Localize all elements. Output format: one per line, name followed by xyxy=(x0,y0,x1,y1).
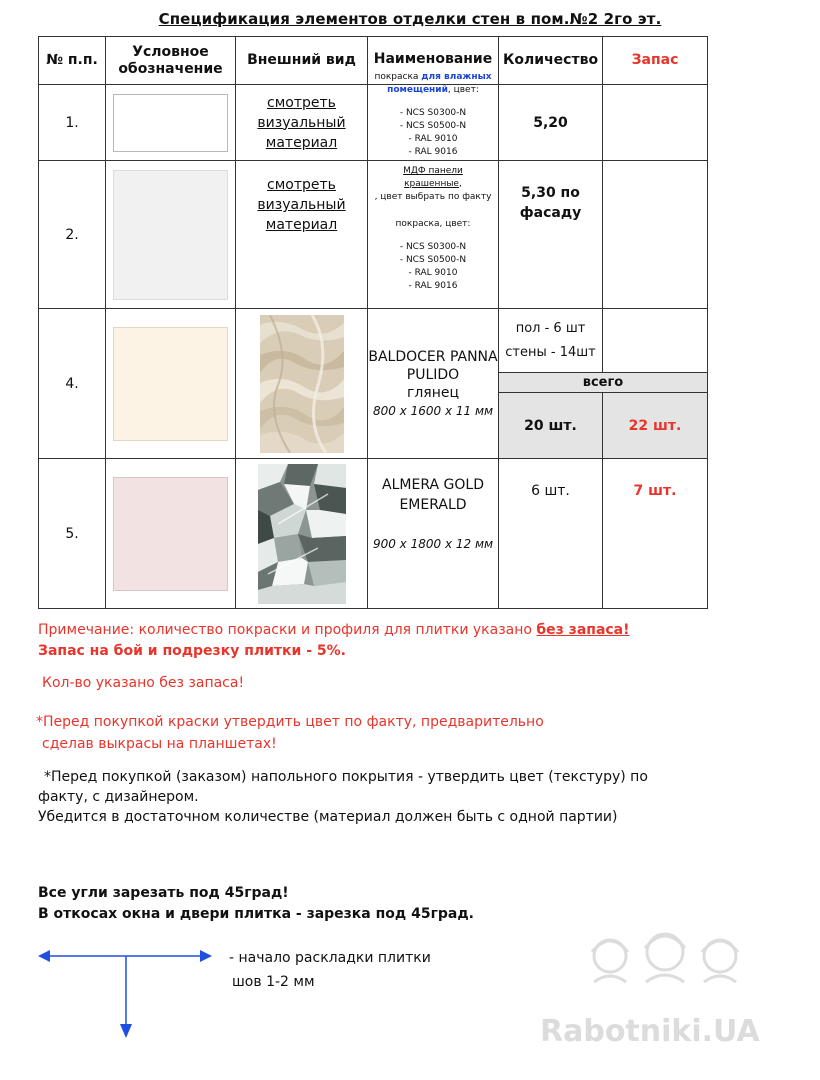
qty-floor: пол - 6 шт xyxy=(515,320,586,336)
watermark-text: Rabotniki.UA xyxy=(540,1014,760,1049)
row-number: 4. xyxy=(39,309,106,459)
color-swatch xyxy=(113,327,228,441)
color-code: - NCS S0500-N xyxy=(399,255,467,265)
material-name: ALMERA GOLD EMERALD xyxy=(382,477,484,513)
qty-cell xyxy=(499,309,603,373)
qty-cell: 6 шт. xyxy=(499,459,603,609)
header-qty: Количество xyxy=(499,37,603,85)
row-number: 2. xyxy=(39,161,106,309)
color-code: - RAL 9016 xyxy=(408,281,458,291)
material-size: 800 х 1600 х 11 мм xyxy=(372,403,494,418)
specification-table xyxy=(38,36,708,609)
tile-layout-start-arrows-icon xyxy=(36,944,216,1044)
color-code: - NCS S0300-N xyxy=(399,242,467,252)
note-floor-line3: Убедится в достаточном количестве (материал должен быть с одной партии) xyxy=(38,809,618,825)
name-line: покраска, цвет: xyxy=(395,219,471,229)
color-code: - NCS S0500-N xyxy=(399,121,467,131)
note-floor-line2: факту, с дизайнером. xyxy=(38,789,199,805)
note-reserve xyxy=(38,620,630,641)
reserve-cell: 7 шт. xyxy=(603,459,708,609)
marble-tile-texture xyxy=(258,464,346,604)
table-row xyxy=(39,161,708,309)
total-reserve: 22 шт. xyxy=(603,393,708,459)
legend-line1: - начало раскладки плитки xyxy=(229,950,431,966)
name-cell xyxy=(368,161,499,309)
note-emphasis: без запаса! xyxy=(536,622,630,638)
symbol-cell xyxy=(106,85,236,161)
symbol-cell xyxy=(106,459,236,609)
header-look: Внешний вид xyxy=(236,37,368,85)
material-size: 900 х 1800 х 12 мм xyxy=(372,537,494,551)
table-row xyxy=(39,459,708,609)
name-line: МДФ панели xyxy=(403,166,463,176)
legend-line2: шов 1-2 мм xyxy=(232,974,315,990)
note-paint-line2: сделав выкрасы на планшетах! xyxy=(42,736,277,752)
header-reserve: Запас xyxy=(603,37,708,85)
header-num: № п.п. xyxy=(39,37,106,85)
note-text: Примечание: количество покраски и профиля для плитки указано xyxy=(38,622,537,638)
color-swatch xyxy=(113,477,228,591)
look-cell xyxy=(236,85,368,161)
reserve-cell xyxy=(603,309,708,373)
name-cell xyxy=(368,309,499,459)
name-suffix: , цвет: xyxy=(447,85,479,95)
header-name: Наименование xyxy=(368,37,499,85)
look-cell xyxy=(236,309,368,459)
visual-material-link[interactable]: смотреть визуальный материал xyxy=(257,177,346,233)
note-openings: В откосах окна и двери плитка - зарезка под 45град. xyxy=(38,906,474,922)
total-qty: 20 шт. xyxy=(499,393,603,459)
header-symbol: Условное обозначение xyxy=(106,37,236,85)
table-row xyxy=(39,309,708,373)
table-row xyxy=(39,85,708,161)
qty-walls: стены - 14шт xyxy=(505,344,596,360)
material-finish: глянец xyxy=(406,384,460,401)
look-cell xyxy=(236,161,368,309)
workers-logo-icon xyxy=(580,922,750,992)
qty-cell xyxy=(499,161,603,309)
name-highlight: для влажных помещений xyxy=(387,72,492,95)
look-cell xyxy=(236,459,368,609)
symbol-cell xyxy=(106,161,236,309)
total-label: всего xyxy=(499,373,708,393)
note-corners: Все угли зарезать под 45град! xyxy=(38,885,289,901)
reserve-cell xyxy=(603,85,708,161)
qty-value: 5,30 по фасаду xyxy=(519,185,582,221)
name-underlined: крашенные xyxy=(404,179,459,189)
qty-cell: 5,20 xyxy=(499,85,603,161)
note-paint-line1: *Перед покупкой краски утвердить цвет по факту, предварительно xyxy=(36,714,544,730)
onyx-tile-texture xyxy=(260,315,344,453)
visual-material-link[interactable]: смотреть визуальный материал xyxy=(257,94,346,151)
note-no-reserve: Кол-во указано без запаса! xyxy=(42,675,245,691)
color-swatch xyxy=(113,170,228,300)
color-swatch xyxy=(113,94,228,152)
note-floor-line1: *Перед покупкой (заказом) напольного покрытия - утвердить цвет (текстуру) по xyxy=(44,769,648,785)
note-waste: Запас на бой и подрезку плитки - 5%. xyxy=(38,643,346,659)
name-description xyxy=(368,71,498,97)
name-line: крашенные, xyxy=(404,179,462,189)
row-number: 1. xyxy=(39,85,106,161)
reserve-cell xyxy=(603,161,708,309)
name-line: , цвет выбрать по факту xyxy=(374,192,492,202)
color-code: - RAL 9010 xyxy=(408,134,458,144)
name-prefix: покраска xyxy=(374,72,422,82)
name-cell xyxy=(368,459,499,609)
row-number: 5. xyxy=(39,459,106,609)
symbol-cell xyxy=(106,309,236,459)
material-name: BALDOCER PANNA PULIDO xyxy=(368,348,498,383)
page-title: Спецификация элементов отделки стен в пом.№2 2го эт. xyxy=(158,10,662,28)
color-code: - RAL 9016 xyxy=(408,147,458,157)
color-code: - RAL 9010 xyxy=(408,268,458,278)
color-code: - NCS S0300-N xyxy=(399,108,467,118)
name-cell xyxy=(368,72,499,161)
